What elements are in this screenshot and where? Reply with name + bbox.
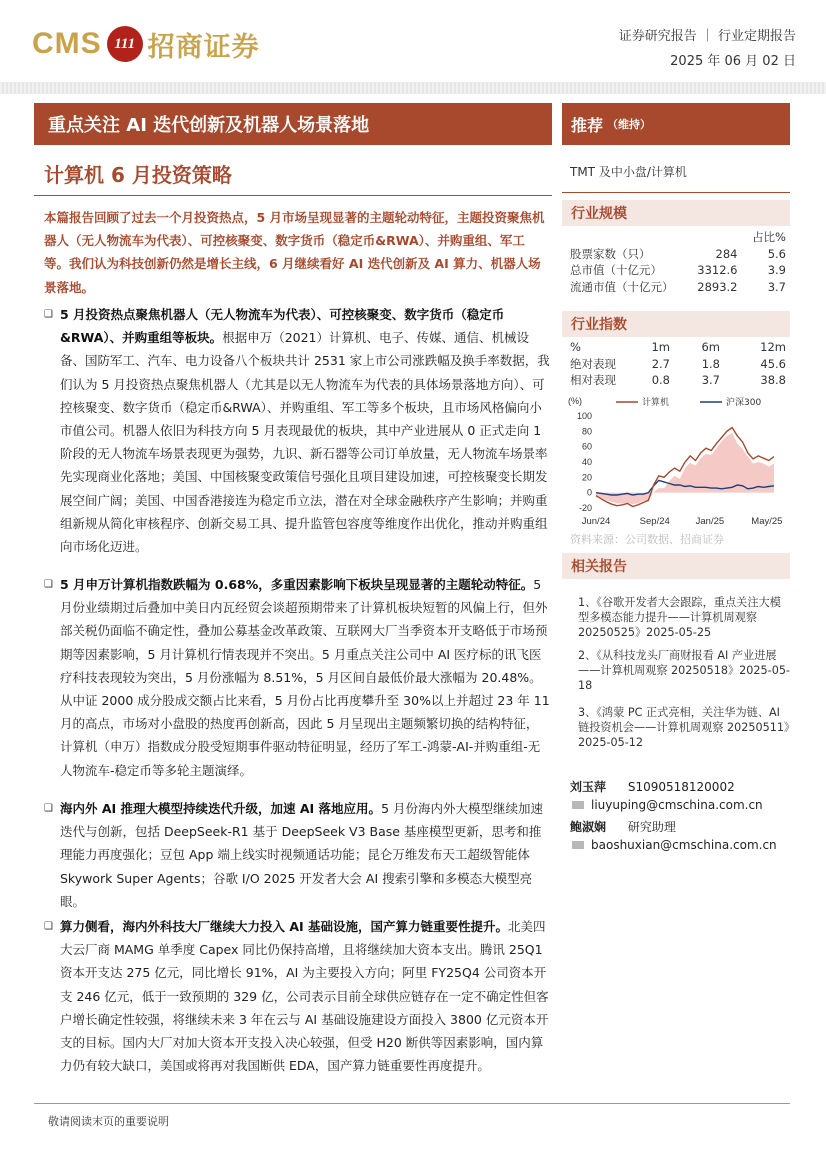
x-tick-label: Jun/24	[581, 516, 611, 527]
row-pct: 5.6	[767, 246, 786, 261]
table-row	[570, 229, 786, 246]
analyst-info: S1090518120002	[627, 780, 735, 794]
mail-icon	[572, 841, 584, 849]
table-row	[570, 246, 786, 263]
right-divider	[562, 192, 790, 193]
related-report-2[interactable]: 2、《从科技龙头厂商财报看 AI 产业进展——计算机周观察 20250518》2025-05-18	[578, 649, 790, 692]
row-value: 45.6	[760, 356, 786, 371]
scale-table	[570, 229, 786, 295]
mail-icon	[572, 801, 584, 809]
analyst-1-email[interactable]	[572, 798, 763, 812]
header-divider	[0, 82, 826, 94]
row-label: 总市值（十亿元）	[570, 263, 662, 278]
index-section-title: 行业指数	[562, 311, 790, 337]
legend-label-computer: 计算机	[642, 398, 670, 408]
related-report-1[interactable]: 1、《谷歌开发者大会跟踪，重点关注大模型多模态能力提升——计算机周观察 20250525》2025-05-25	[578, 596, 781, 639]
y-tick-label: 60	[581, 441, 592, 452]
checkbox-bullet-icon: ❑	[44, 921, 53, 932]
related-report-3[interactable]: 3、《鸿蒙 PC 正式亮相，关注华为链、AI 链投资机会——计算机周观察 20250511》2025-05-12	[578, 706, 790, 749]
col-header: %	[570, 340, 581, 355]
y-tick-label: 20	[581, 472, 592, 483]
table-row	[570, 339, 786, 356]
row-value: 0.8	[651, 373, 670, 388]
bullet-lead: 5 月申万计算机指数跌幅为 0.68%，多重因素影响下板块呈现显著的主题轮动特征。	[60, 577, 534, 592]
row-value: 3312.6	[697, 263, 738, 278]
rating-note: （维持）	[607, 118, 652, 131]
rating-banner	[562, 103, 790, 145]
row-pct: 3.7	[767, 280, 786, 295]
row-label: 相对表现	[570, 373, 616, 388]
bullet-text: 5 月份海内外大模型继续加速迭代与创新，包括 DeepSeek-R1 基于 DeepSeek V3 Base 基座模型更新，思考和推理能力再度强化；豆包 App 端上线实时视频通话功能；昆仑万维发布天工超级智能体 Skywork Super Agents；谷歌 I/O 2025 开发者大会 AI 搜索引擎和多模态大模型亮眼。	[60, 801, 543, 909]
analyst-2	[570, 818, 676, 835]
y-tick-label: -20	[578, 503, 592, 513]
row-label: 股票家数（只）	[570, 246, 651, 261]
col-header: 1m	[651, 340, 670, 355]
y-tick-label: 100	[576, 411, 592, 421]
bullet-point-2	[44, 573, 550, 782]
bullet-point-3	[44, 797, 550, 913]
checkbox-bullet-icon: ❑	[44, 579, 53, 590]
summary-paragraph: 本篇报告回顾了过去一个月投资热点，5 月市场呈现显著的主题轮动特征，主题投资聚焦机器人（无人物流车为代表）、可控核聚变、数字货币（稳定币&RWA）、并购重组、军工等。我们认为科技创新仍然是增长主线，6 月继续看好 AI 迭代创新及 AI 算力、机器人场景落地。	[44, 210, 545, 295]
checkbox-bullet-icon: ❑	[44, 803, 53, 814]
table-row	[570, 279, 786, 296]
bullet-text: 5 月份业绩期过后叠加中美日内瓦经贸会谈超预期带来了计算机板块短暂的风偏上行，但外部关税仍面临不确定性，叠加公募基金改革政策、互联网大厂当季资本开支略低于市场预期等因素影响，5 月计算机行情表现并不突出。5 月重点关注公司中 AI 医疗标的讯飞医疗科技表现较为突出，5 月份涨幅为 8.51%，5 月区间自最低价最大涨幅为 20.48%。从中证 2000 成分股成交额占比来看，5 月份占比再度攀升至 30%以上并超过 23 年 11 月的高点，市场对小盘股的热度再创新高，因此 5 月呈现出主题频繁切换的结构特征，计算机（申万）指数成分股受短期事件驱动特征明显，经历了军工-鸿蒙-AI-并购重组-无人物流车-稳定币等多轮主题演绎。	[60, 577, 550, 778]
bullet-lead: 算力侧看，海内外科技大厂继续大力投入 AI 基础设施，国产算力链重要性提升。	[60, 919, 509, 934]
chart-source: 资料来源：公司数据、招商证券	[570, 533, 724, 546]
y-axis-unit: (%)	[568, 396, 582, 406]
y-tick-label: 80	[581, 426, 592, 437]
analyst-name: 刘玉萍	[570, 780, 607, 794]
report-date: 2025 年 06 月 02 日	[670, 54, 796, 69]
analyst-name: 鲍淑娴	[570, 820, 607, 834]
email-address: baoshuxian@cmschina.com.cn	[591, 838, 777, 852]
index-table	[570, 339, 786, 389]
bullet-lead: 5 月投资热点聚焦机器人（无人物流车为代表）、可控核聚变、数字货币（稳定币&RWA）、并购重组等板块。	[60, 307, 505, 346]
table-row	[570, 356, 786, 373]
bullet-point-1	[44, 303, 550, 558]
bullet-lead: 海内外 AI 推理大模型持续迭代升级，加速 AI 落地应用。	[60, 801, 382, 816]
checkbox-bullet-icon: ❑	[44, 309, 53, 320]
company-logo	[32, 24, 260, 64]
pct-header: 占比%	[752, 230, 786, 245]
report-type: 证券研究报告 ｜ 行业定期报告	[618, 29, 796, 44]
table-row	[570, 372, 786, 389]
row-value: 38.8	[760, 373, 786, 388]
analyst-2-email[interactable]	[572, 838, 777, 852]
bullet-text: 根据申万（2021）计算机、电子、传媒、通信、机械设备、国防军工、汽车、电力设备八个板块共计 2531 家上市公司涨跌幅及换手率数据，我们认为 5 月投资热点聚焦机器人（尤其是以无人物流车为代表的具体场景落地方向）、可控核聚变、数字货币（稳定币&RWA）、并购重组、军工等多个板块，且市场风格偏向小市值公司。机器人依旧为科技方向 5 月表现最优的板块，其中产业进展从 0 正式走向 1 阶段的无人物流车场景表现更为强势，九识、新石器等公司订单放量，无人物流车场景率先实现商业化落地；美国、中国核聚变政策信号强化且项目建设加速，可控核聚变长期发展空间广阔；美国、中国香港接连为稳定币立法，潜在对全球金融秩序产生影响；并购重组新规从简化审核程序、创新交易工具、提升监管包容度等维度作出优化，推动并购重组向市场化迈进。	[60, 330, 550, 555]
logo-text-cms: CMS	[32, 27, 102, 60]
legend-label-hs300: 沪深300	[726, 398, 762, 408]
analyst-info: 研究助理	[627, 820, 676, 834]
col-header: 6m	[701, 340, 720, 355]
y-tick-label: 0	[586, 487, 592, 498]
bullet-text: 北美四大云厂商 MAMG 单季度 Capex 同比仍保持高增，且将继续加大资本支出。腾讯 25Q1 资本开支达 275 亿元，同比增长 91%，AI 为主要投入方向；阿里 FY25Q4 公司资本开支 246 亿元，低于一致预期的 329 亿，公司表示目前全球供应链存在一定不确定性但客户增长确定性较强，将继续未来 3 年在云与 AI 基础设施建设方面投入 3800 亿元资本开支的目标。国内大厂对加大资本开支投入决心较强，但受 H20 断供等因素影响，国内算力仍有较大缺口，美国或将再对我国断供 EDA，国产算力链重要性再度提升。	[60, 919, 549, 1074]
col-header: 12m	[760, 340, 786, 355]
row-pct: 3.9	[767, 263, 786, 278]
subtitle-divider	[34, 195, 552, 196]
logo-text-cn: 招商证券	[147, 31, 260, 63]
footer-note: 敬请阅读末页的重要说明	[48, 1115, 169, 1128]
logo-emblem-icon: 111	[107, 26, 143, 62]
bullet-point-4	[44, 915, 550, 1077]
scale-section-title: 行业规模	[562, 200, 790, 226]
title-banner: 重点关注 AI 迭代创新及机器人场景落地	[34, 103, 552, 145]
report-subtitle: 计算机 6 月投资策略	[44, 163, 232, 187]
x-tick-label: Sep/24	[639, 516, 670, 527]
row-value: 2893.2	[697, 280, 738, 295]
y-tick-label: 40	[581, 457, 592, 467]
email-address: liuyuping@cmschina.com.cn	[591, 798, 763, 812]
industry-category: TMT 及中小盘/计算机	[570, 165, 687, 179]
footer-divider	[34, 1103, 790, 1104]
row-value: 3.7	[701, 373, 720, 388]
x-tick-label: Jan/25	[695, 516, 725, 527]
x-tick-label: May/25	[751, 516, 783, 527]
row-label: 绝对表现	[570, 356, 616, 371]
analyst-1	[570, 778, 735, 795]
rating-label: 推荐	[571, 115, 604, 135]
table-row	[570, 262, 786, 279]
related-section-title: 相关报告	[562, 553, 790, 579]
row-value: 1.8	[701, 356, 720, 371]
row-value: 284	[715, 246, 738, 261]
index-performance-chart	[566, 394, 786, 530]
row-value: 2.7	[651, 356, 670, 371]
row-label: 流通市值（十亿元）	[570, 280, 674, 295]
